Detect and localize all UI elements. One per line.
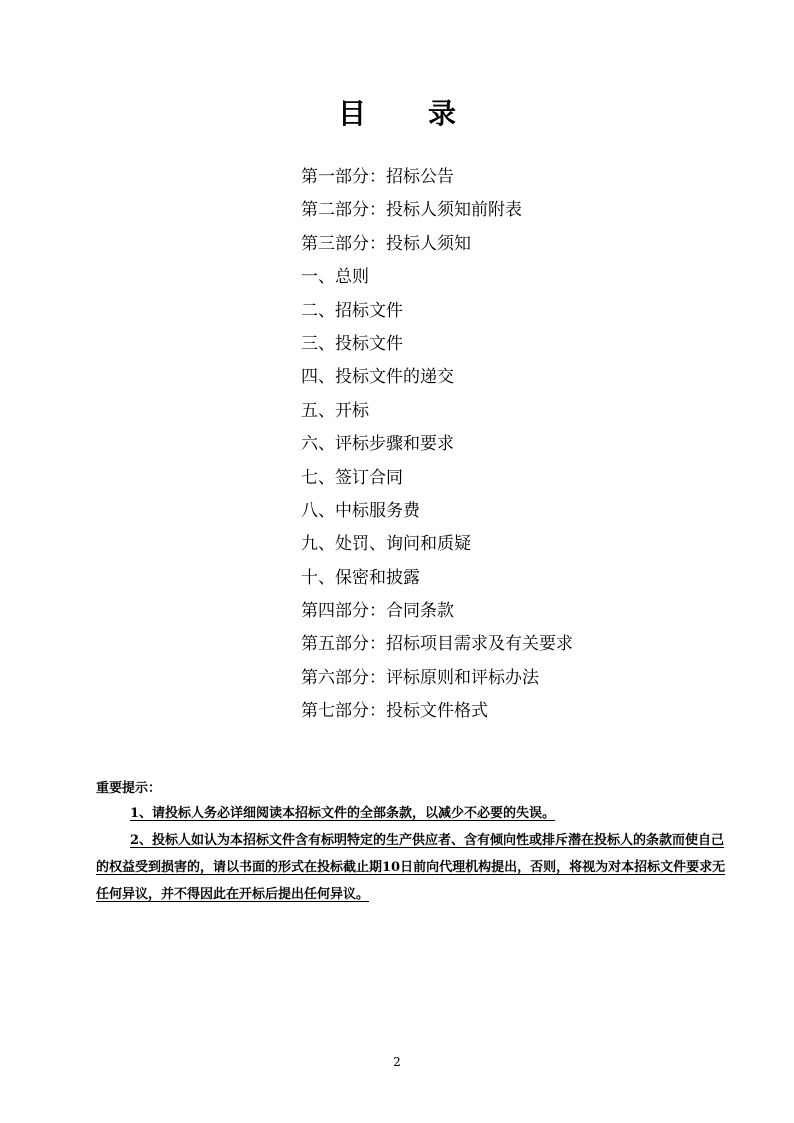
- page-number: 2: [393, 1055, 401, 1069]
- toc-item[interactable]: 二、招标文件: [301, 300, 403, 321]
- important-notice: [96, 778, 726, 908]
- toc-item[interactable]: 第二部分：投标人须知前附表: [301, 200, 522, 221]
- toc-item[interactable]: 第一部分：招标公告: [301, 167, 454, 187]
- table-of-contents: [301, 164, 573, 732]
- toc-item[interactable]: 六、评标步骤和要求: [301, 434, 454, 455]
- toc-item[interactable]: 一、总则: [301, 267, 369, 288]
- notice-item-2-text: 2、投标人如认为本招标文件含有标明特定的生产供应者、含有倾向性或排斥潜在投标人的条款而使自己的权益受到损害的，请以书面的形式在投标截止期10日前向代理机构提出，否则，将视为对本招标文件要求无任何异议，并不得因此在开标后提出任何异议。: [96, 833, 726, 902]
- notice-item-1-text: 1、请投标人务必详细阅读本招标文件的全部条款，以减少不必要的失误。: [130, 806, 556, 821]
- toc-item[interactable]: 五、开标: [301, 400, 369, 421]
- page-title: [0, 92, 794, 132]
- toc-item[interactable]: 第四部分：合同条款: [301, 601, 454, 622]
- toc-item[interactable]: 七、签订合同: [301, 467, 403, 488]
- toc-item[interactable]: 第三部分：投标人须知: [301, 233, 471, 254]
- toc-item[interactable]: 第七部分：投标文件格式: [301, 701, 488, 722]
- toc-item[interactable]: 九、处罚、询问和质疑: [301, 534, 471, 555]
- toc-item[interactable]: 第六部分：评标原则和评标办法: [301, 667, 539, 688]
- toc-item[interactable]: 三、投标文件: [301, 333, 403, 354]
- toc-item[interactable]: 十、保密和披露: [301, 567, 420, 588]
- toc-item[interactable]: 第五部分：招标项目需求及有关要求: [301, 634, 573, 655]
- title-char-2: 录: [428, 97, 457, 130]
- notice-item-1: [96, 800, 726, 827]
- toc-item[interactable]: 八、中标服务费: [301, 500, 420, 521]
- notice-heading: 重要提示：: [96, 781, 162, 796]
- toc-item[interactable]: 四、投标文件的递交: [301, 367, 454, 388]
- notice-item-2: [96, 827, 726, 908]
- title-char-1: 目: [337, 97, 366, 130]
